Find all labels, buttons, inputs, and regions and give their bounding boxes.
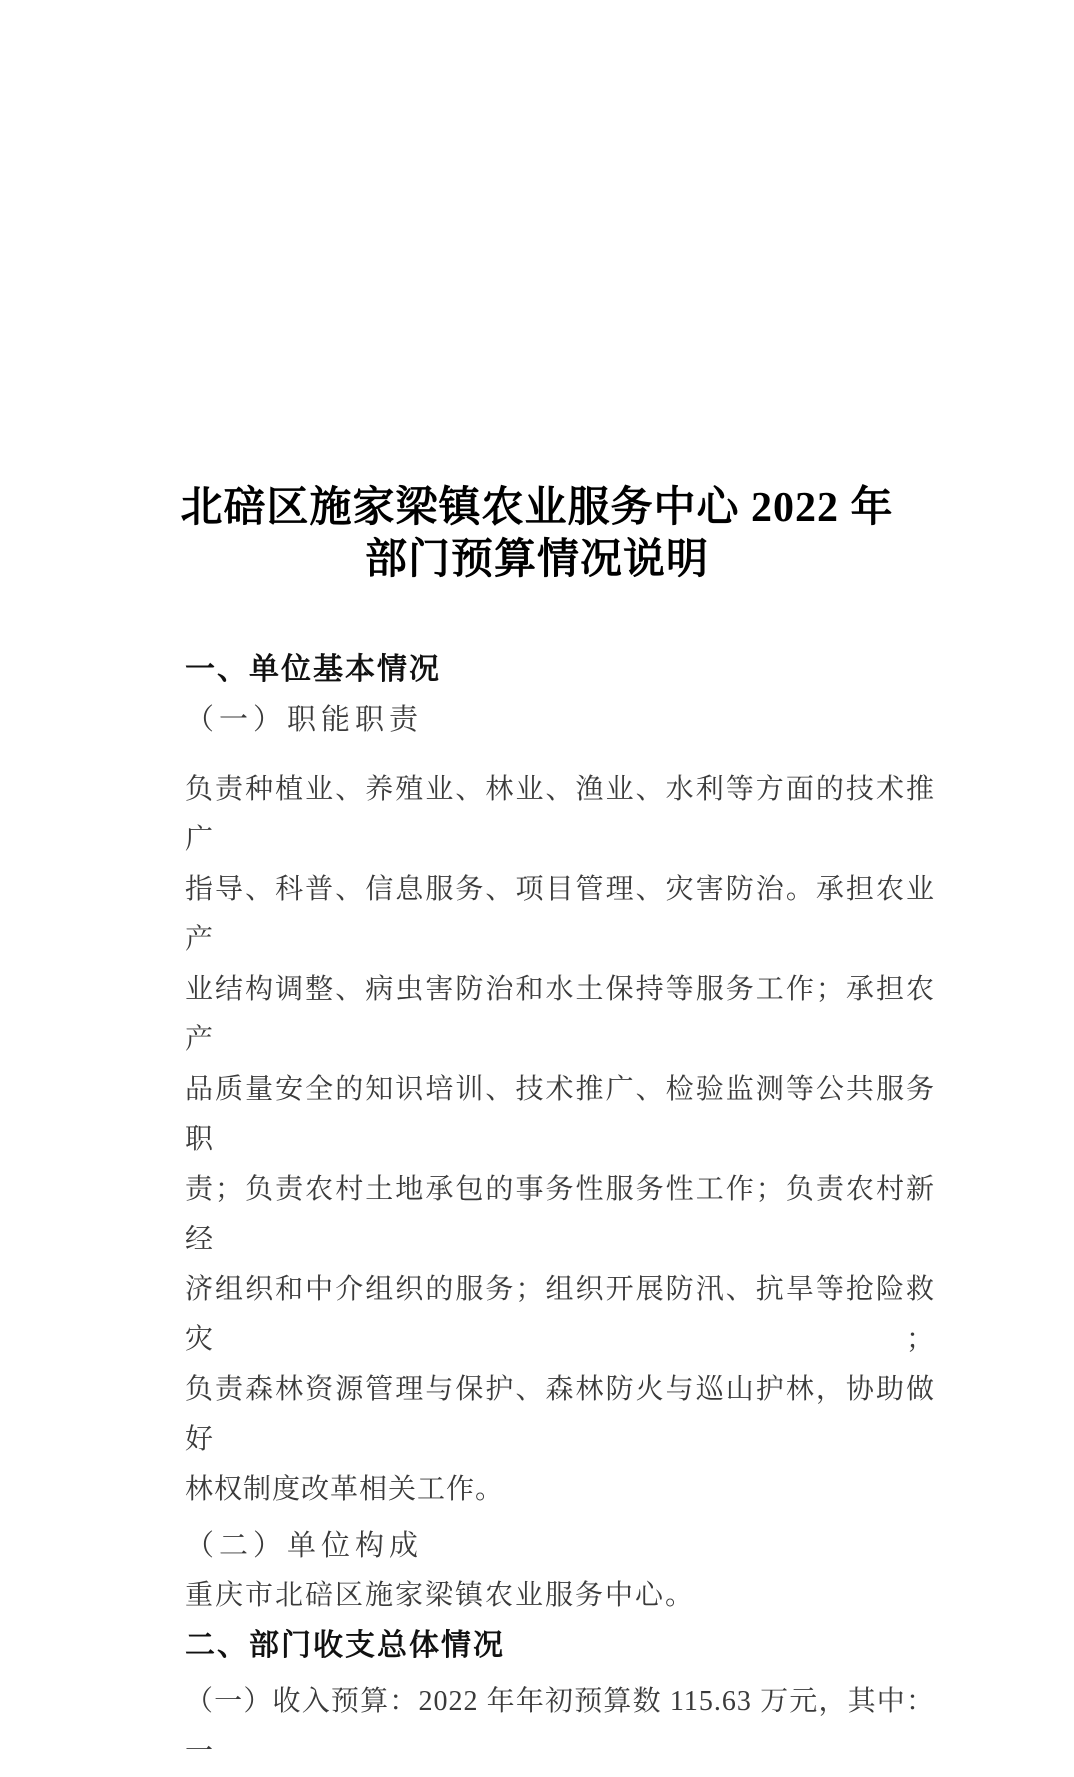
document-title-line-2: 部门预算情况说明 xyxy=(364,537,709,583)
duties-paragraph xyxy=(185,765,935,1515)
unit-composition-text: 重庆市北碚区施家梁镇农业服务中心。 xyxy=(185,1580,696,1611)
paragraph-line: 济组织和中介组织的服务；组织开展防汛、抗旱等抢险救灾； xyxy=(185,1274,935,1355)
paragraph-line: 指导、科普、信息服务、项目管理、灾害防治。承担农业产 xyxy=(185,874,935,955)
document-body xyxy=(185,645,935,1777)
section-2-heading: 二、部门收支总体情况 xyxy=(185,1629,505,1662)
document-title-line-1: 北碚区施家梁镇农业服务中心 2022 年 xyxy=(180,485,894,531)
paragraph-line: 品质量安全的知识培训、技术推广、检验监测等公共服务职 xyxy=(185,1074,935,1155)
paragraph-line: 责；负责农村土地承包的事务性服务性工作；负责农村新经 xyxy=(185,1174,935,1255)
paragraph-line: 负责种植业、养殖业、林业、渔业、水利等方面的技术推广 xyxy=(185,774,935,855)
section-1-sub-1-heading: （一）职能职责 xyxy=(185,704,424,736)
section-1-sub-2-heading: （二）单位构成 xyxy=(185,1530,424,1562)
paragraph-line: 林权制度改革相关工作。 xyxy=(185,1474,505,1505)
document-title xyxy=(0,482,1074,586)
paragraph-line: 负责森林资源管理与保护、森林防火与巡山护林，协助做好 xyxy=(185,1374,935,1455)
income-budget-line: （一）收入预算：2022 年年初预算数 115.63 万元，其中：一 xyxy=(185,1686,935,1767)
section-1-heading: 一、单位基本情况 xyxy=(185,653,441,686)
paragraph-line: 业结构调整、病虫害防治和水土保持等服务工作；承担农产 xyxy=(185,974,935,1055)
